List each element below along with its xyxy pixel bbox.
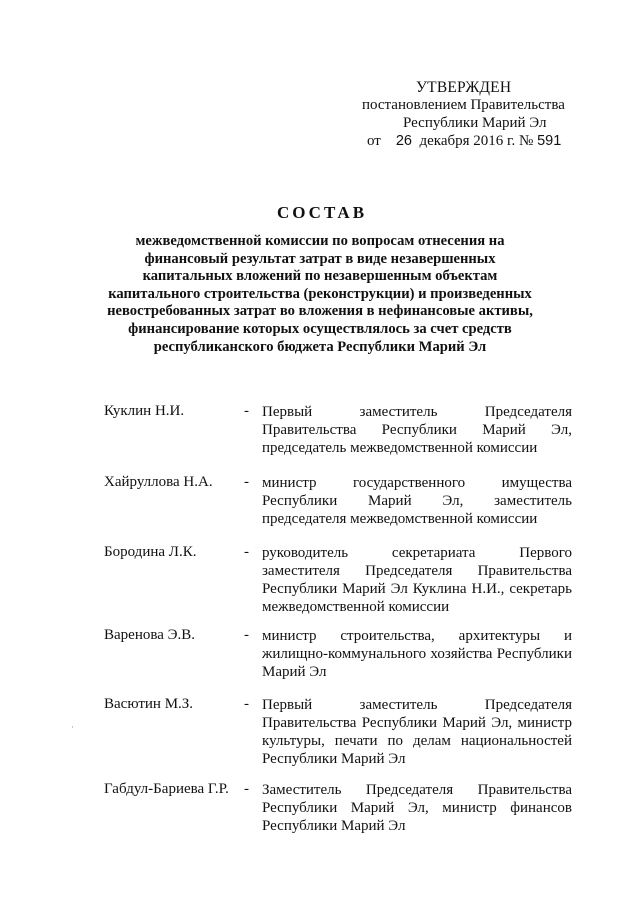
member-dash: - bbox=[244, 781, 249, 797]
member-dash: - bbox=[244, 474, 249, 490]
member-name: Габдул-Бариева Г.Р. bbox=[104, 781, 229, 797]
member-dash: - bbox=[244, 696, 249, 712]
approval-line-2: Республики Марий Эл bbox=[403, 115, 547, 131]
approval-date-text: декабря 2016 г. № bbox=[419, 133, 534, 149]
approval-day: 26 bbox=[395, 133, 412, 149]
member-name: Куклин Н.И. bbox=[104, 403, 185, 419]
approval-title: УТВЕРЖДЕН bbox=[416, 79, 512, 96]
approval-from: от bbox=[367, 133, 381, 149]
member-dash: - bbox=[244, 403, 249, 419]
member-name: Васютин М.З. bbox=[104, 696, 194, 712]
member-name: Хайруллова Н.А. bbox=[104, 474, 213, 490]
member-dash: - bbox=[244, 544, 249, 560]
approval-line-1: постановлением Правительства bbox=[362, 97, 565, 113]
approval-number: 591 bbox=[537, 133, 562, 149]
member-name: Варенова Э.В. bbox=[104, 627, 196, 643]
member-role: Первый заместитель Председателя Правительства Республики Марий Эл, министр культуры, печати по делам национальностей Республики Марий Эл bbox=[262, 697, 572, 767]
member-role: Первый заместитель Председателя Правительства Республики Марий Эл, председатель межведомственной комиссии bbox=[262, 404, 572, 456]
member-name: Бородина Л.К. bbox=[104, 544, 197, 560]
member-role: руководитель секретариата Первого заместителя Председателя Правительства Республики Марий Эл Куклина Н.И., секретарь межведомственной комиссии bbox=[262, 545, 572, 615]
scan-margin-mark: · bbox=[71, 722, 74, 732]
member-dash: - bbox=[244, 627, 249, 643]
member-role: министр государственного имущества Республики Марий Эл, заместитель председателя межведомственной комиссии bbox=[262, 475, 572, 527]
document-subtitle: межведомственной комиссии по вопросам отнесения на финансовый результат затрат в виде незавершенных капитальных вложений по незавершенным объектам капитального строительства (реконструкции) и произведенных невостребованных затрат во вложения в нефинансовые активы, финансирование которых осуществлялось за счет средств республиканского бюджета Республики Марий Эл bbox=[107, 233, 533, 355]
member-role: Заместитель Председателя Правительства Республики Марий Эл, министр финансов Республики Марий Эл bbox=[262, 782, 572, 834]
document-title: СОСТАВ bbox=[276, 203, 368, 222]
member-role: министр строительства, архитектуры и жилищно-коммунального хозяйства Республики Марий Эл bbox=[262, 628, 572, 680]
